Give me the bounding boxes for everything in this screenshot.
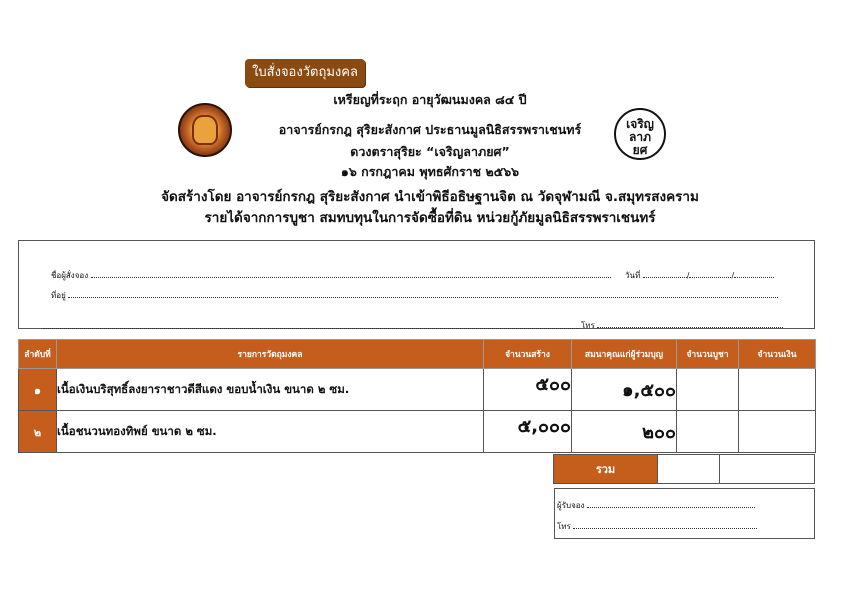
date-field[interactable]: วันที่ / / <box>625 269 774 282</box>
total-label: รวม <box>553 454 658 484</box>
ceremony-date: ๑๖ กรกฎาคม พุทธศักราช ๒๕๖๖ <box>340 164 520 179</box>
produced-count: ๕๐๐ <box>484 369 572 411</box>
creator-statement: จัดสร้างโดย อาจารย์กรกฎ สุริยะสังกาศ นำเข้าพิธีอธิษฐานจิต ณ วัดจุฬามณี จ.สมุทรสงคราม <box>161 189 699 205</box>
total-quantity[interactable] <box>658 454 720 484</box>
customer-info-box <box>18 240 815 329</box>
item-name: เนื้อชนวนทองทิพย์ ขนาด ๒ ซม. <box>57 411 484 453</box>
row-number: ๒ <box>19 411 57 453</box>
donation-price: ๒๐๐ <box>572 411 677 453</box>
address-line-2[interactable] <box>43 320 579 331</box>
coin-title: เหรียญที่ระฤก อายุวัฒนมงคล ๘๔ ปี <box>333 92 527 107</box>
address-field[interactable]: ที่อยู่ <box>51 289 778 302</box>
phone-field[interactable]: โทร <box>581 319 783 332</box>
receiver-box <box>554 488 815 539</box>
col-number: ลำดับที่ <box>19 340 57 369</box>
table-row <box>19 369 816 411</box>
receiver-name-field[interactable]: ผู้รับจอง <box>557 499 755 512</box>
amount-input[interactable] <box>739 411 816 453</box>
orderer-field[interactable]: ชื่อผู้สั่งจอง <box>51 269 611 282</box>
row-number: ๑ <box>19 369 57 411</box>
donation-price: ๑,๕๐๐ <box>572 369 677 411</box>
table-header <box>19 340 816 369</box>
item-name: เนื้อเงินบริสุทธิ์ลงยาราชาวดีสีแดง ขอบน้ำเงิน ขนาด ๒ ซม. <box>57 369 484 411</box>
receiver-phone-field[interactable]: โทร <box>557 520 757 533</box>
amount-input[interactable] <box>739 369 816 411</box>
quantity-input[interactable] <box>677 369 739 411</box>
col-donation: สมนาคุณแก่ผู้ร่วมบุญ <box>572 340 677 369</box>
col-produced: จำนวนสร้าง <box>484 340 572 369</box>
quantity-input[interactable] <box>677 411 739 453</box>
proceeds-statement: รายได้จากการบูชา สมทบทุนในการจัดซื้อที่ดิน หน่วยกู้ภัยมูลนิธิสรรพราเชนทร์ <box>204 210 656 226</box>
master-name: อาจารย์กรกฎ สุริยะสังกาศ ประธานมูลนิธิสรรพราเชนทร์ <box>278 122 582 137</box>
total-row <box>553 454 815 484</box>
order-table <box>18 339 816 453</box>
col-item: รายการวัตถุมงคล <box>57 340 484 369</box>
charoen-lapyot-logo: เจริญ ลาภ ยศ <box>614 108 666 160</box>
produced-count: ๕,๐๐๐ <box>484 411 572 453</box>
seal-name: ดวงตราสุริยะ “เจริญลาภยศ” <box>350 144 510 159</box>
col-amount: จำนวนเงิน <box>739 340 816 369</box>
table-row <box>19 411 816 453</box>
total-amount[interactable] <box>720 454 815 484</box>
col-quantity: จำนวนบูชา <box>677 340 739 369</box>
order-form-badge: ใบสั่งจองวัตถุมงคล <box>245 59 365 87</box>
